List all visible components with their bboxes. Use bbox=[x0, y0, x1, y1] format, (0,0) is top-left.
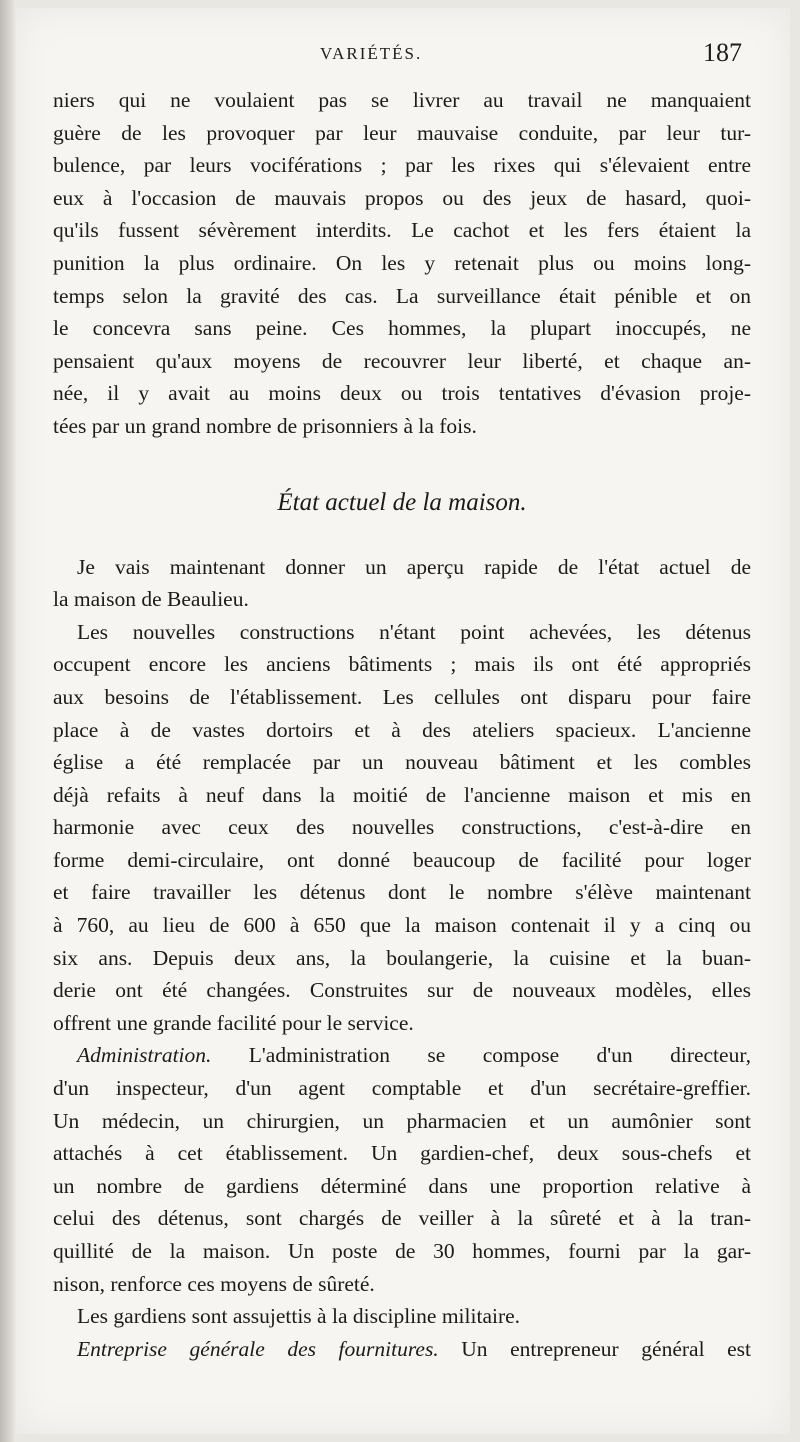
text-line bbox=[53, 1333, 751, 1366]
text-line: forme demi-circulaire, ont donné beaucoup de facilité pour loger bbox=[53, 847, 751, 872]
paragraph bbox=[53, 616, 751, 1040]
text-line: harmonie avec ceux des nouvelles constructions, c'est-à-dire en bbox=[53, 815, 751, 840]
running-title: VARIÉTÉS. bbox=[320, 44, 423, 63]
text-line: pensaient qu'aux moyens de recouvrer leur liberté, et chaque an- bbox=[53, 348, 751, 373]
text-line: nison, renforce ces moyens de sûreté. bbox=[53, 1271, 375, 1296]
text-line: eux à l'occasion de mauvais propos ou des jeux de hasard, quoi- bbox=[53, 185, 751, 210]
text-line: née, il y avait au moins deux ou trois tentatives d'évasion proje- bbox=[53, 381, 751, 406]
text-line: église a été remplacée par un nouveau bâtiment et les combles bbox=[53, 750, 751, 775]
text-run: Un entrepreneur général est bbox=[438, 1336, 751, 1361]
text-line: guère de les provoquer par leur mauvaise conduite, par leur tur- bbox=[53, 120, 751, 145]
text-line: Les nouvelles constructions n'étant point achevées, les détenus bbox=[77, 619, 751, 644]
paragraph-lead: Entreprise générale des fournitures. bbox=[77, 1336, 439, 1361]
paragraph-administration bbox=[53, 1039, 751, 1300]
paragraph-lead: Administration. bbox=[77, 1043, 212, 1068]
text-line: qu'ils fussent sévèrement interdits. Le cachot et les fers étaient la bbox=[53, 218, 751, 243]
text-line: quillité de la maison. Un poste de 30 hommes, fourni par la gar- bbox=[53, 1239, 751, 1263]
text-line: temps selon la gravité des cas. La surveillance était pénible et on bbox=[53, 283, 751, 308]
running-head bbox=[0, 38, 800, 74]
text-line: un nombre de gardiens déterminé dans une proportion relative à bbox=[53, 1173, 751, 1198]
paragraph bbox=[53, 1300, 751, 1333]
text-line: offrent une grande facilité pour le service. bbox=[53, 1010, 414, 1035]
text-line: place à de vastes dortoirs et à des ateliers spacieux. L'ancienne bbox=[53, 717, 751, 742]
text-line: Un médecin, un chirurgien, un pharmacien et un aumônier sont bbox=[53, 1108, 751, 1133]
text-line: six ans. Depuis deux ans, la boulangerie, la cuisine et la buan- bbox=[53, 945, 751, 970]
paragraph-continued bbox=[53, 84, 751, 443]
text-line: aux besoins de l'établissement. Les cellules ont disparu pour faire bbox=[53, 684, 751, 709]
text-line: attachés à cet établissement. Un gardien-chef, deux sous-chefs et bbox=[53, 1141, 751, 1166]
paragraph bbox=[53, 551, 751, 616]
paragraph-entreprise bbox=[53, 1333, 751, 1366]
text-line: le concevra sans peine. Ces hommes, la plupart inoccupés, ne bbox=[53, 316, 751, 341]
text-line: et faire travailler les détenus dont le nombre s'élève maintenant bbox=[53, 880, 751, 905]
text-line: Les gardiens sont assujettis à la discipline militaire. bbox=[77, 1304, 521, 1329]
text-line: d'un inspecteur, d'un agent comptable et d'un secrétaire-greffier. bbox=[53, 1076, 751, 1101]
page-number: 187 bbox=[703, 38, 742, 67]
text-line: tées par un grand nombre de prisonniers à la fois. bbox=[53, 413, 477, 438]
page-text bbox=[53, 84, 751, 1365]
text-line: la maison de Beaulieu. bbox=[53, 587, 249, 612]
spacer bbox=[53, 443, 751, 483]
text-line: celui des détenus, sont chargés de veiller à la sûreté et à la tran- bbox=[53, 1206, 751, 1231]
text-line: bulence, par leurs vociférations ; par les rixes qui s'élevaient entre bbox=[53, 153, 751, 178]
text-line: à 760, au lieu de 600 à 650 que la maison contenait il y a cinq ou bbox=[53, 913, 751, 938]
page-gutter-shadow bbox=[0, 0, 14, 1442]
text-line: derie ont été changées. Construites sur de nouveaux modèles, elles bbox=[53, 978, 751, 1003]
text-run: L'administration se compose d'un directeur, bbox=[211, 1043, 751, 1068]
text-line: Je vais maintenant donner un aperçu rapide de l'état actuel de bbox=[77, 554, 751, 579]
section-heading: État actuel de la maison. bbox=[277, 488, 527, 516]
text-line: punition la plus ordinaire. On les y retenait plus ou moins long- bbox=[53, 250, 751, 275]
text-line: déjà refaits à neuf dans la moitié de l'ancienne maison et mis en bbox=[53, 782, 751, 807]
spacer bbox=[53, 523, 751, 551]
text-line: niers qui ne voulaient pas se livrer au travail ne manquaient bbox=[53, 88, 751, 112]
text-line: occupent encore les anciens bâtiments ; mais ils ont été appropriés bbox=[53, 652, 751, 677]
text-line bbox=[53, 1039, 751, 1072]
